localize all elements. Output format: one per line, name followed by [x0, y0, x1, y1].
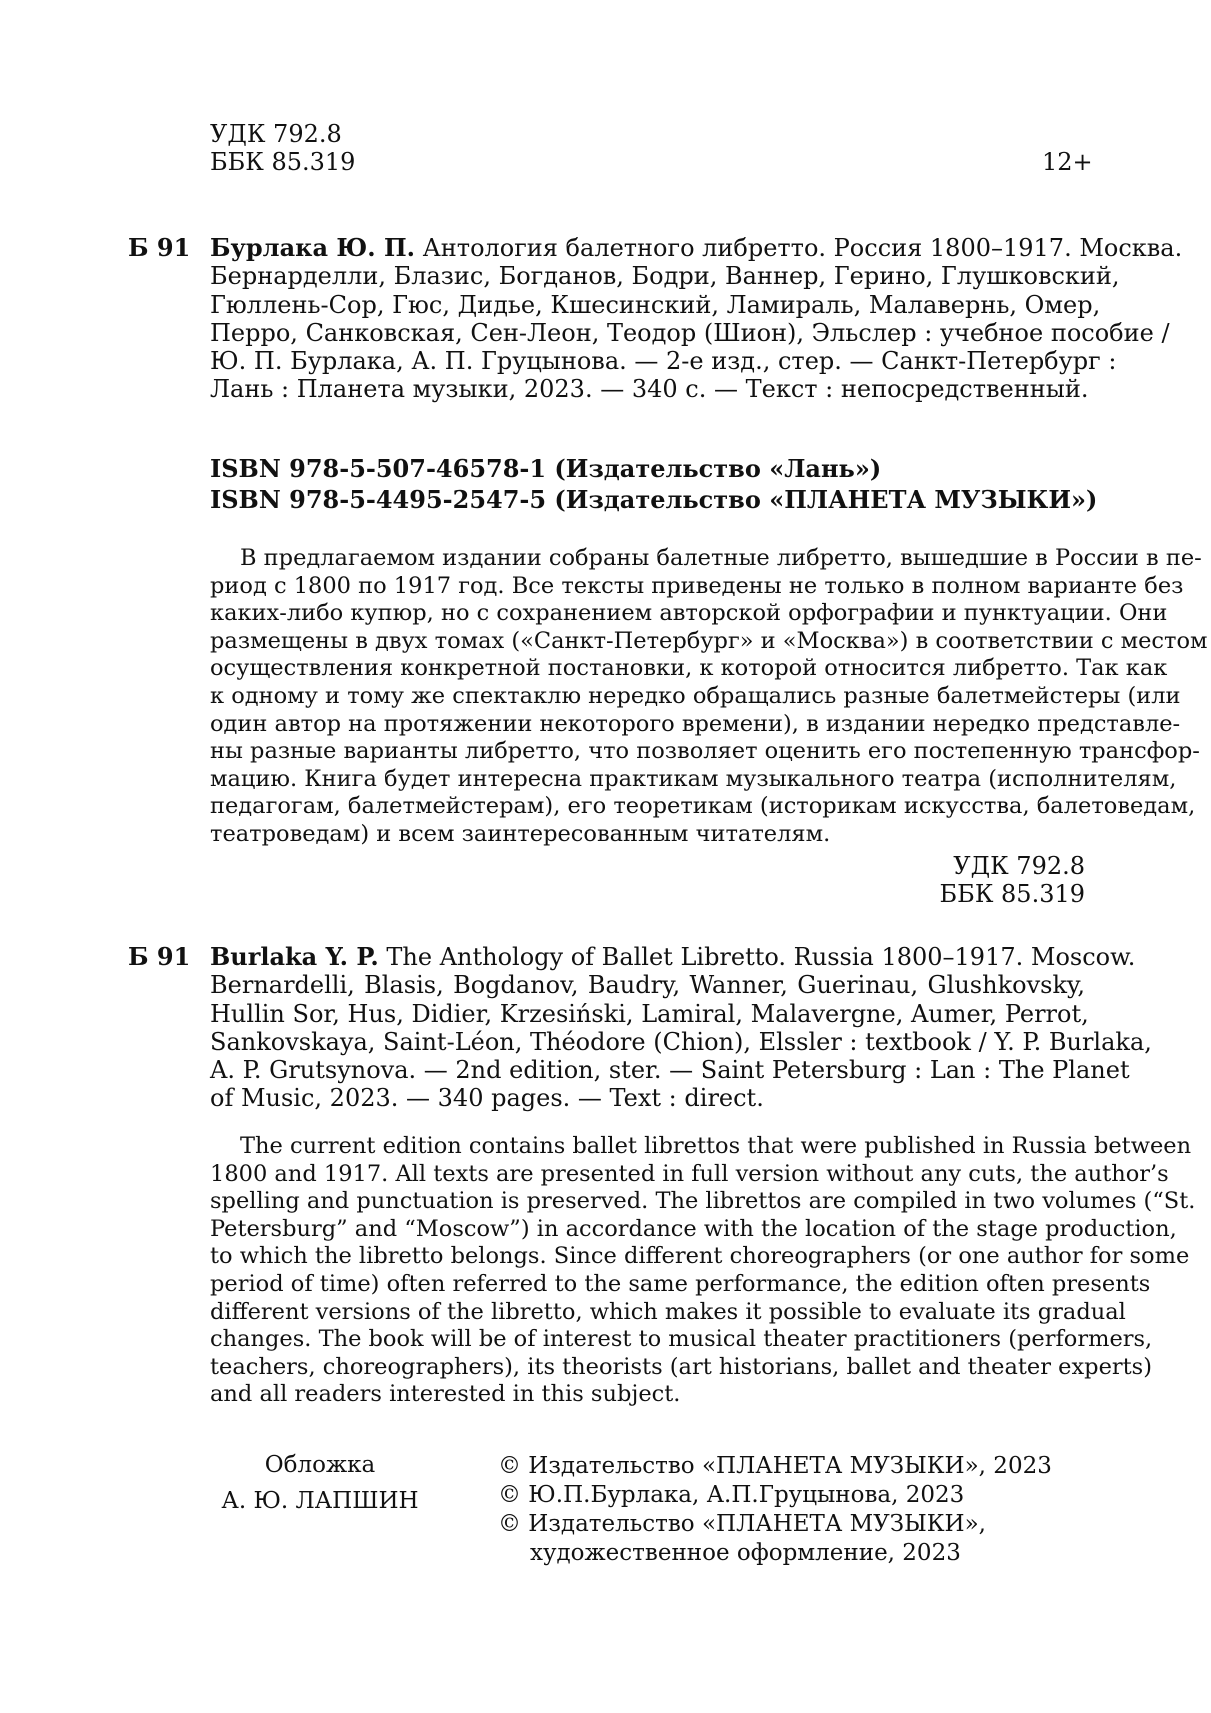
- ru-udk: УДК 792.8: [953, 852, 1085, 880]
- ru-abstract-line: размещены в двух томах («Санкт-Петербург» и «Москва») в соответствии с местом: [210, 627, 1208, 654]
- ru-abstract: [210, 545, 1208, 849]
- en-bib-line: Bernardelli, Blasis, Bogdanov, Baudry, Wanner, Guerinau, Glushkovsky,: [210, 971, 1085, 1000]
- ru-abstract-line: театроведам) и всем заинтересованным читателям.: [210, 820, 831, 847]
- copyright-authors: © Ю.П.Бурлака, А.П.Груцынова, 2023: [498, 1482, 965, 1508]
- ru-abstract-line: осуществления конкретной постановки, к которой относится либретто. Так как: [210, 655, 1168, 682]
- ru-bib-line: Ю. П. Бурлака, А. П. Груцынова. — 2-е изд., стер. — Санкт-Петербург :: [210, 347, 1117, 376]
- ru-abstract-line: ны разные варианты либретто, что позволяет оценить его постепенную трансфор-: [210, 738, 1200, 765]
- ru-bib-line-1: Бурлака Ю. П. Антология балетного либретто. Россия 1800–1917. Москва.: [210, 233, 1183, 262]
- ru-bib-line: Гюллень-Сор, Гюс, Дидье, Кшесинский, Ламираль, Малавернь, Омер,: [210, 290, 1101, 319]
- ru-abstract-line: каких-либо купюр, но с сохранением авторской орфографии и пунктуации. Они: [210, 600, 1168, 627]
- ru-bib-line: Бернарделли, Блазис, Богданов, Бодри, Ваннер, Герино, Глушковский,: [210, 262, 1120, 291]
- ru-bib-line: Перро, Санковская, Сен-Леон, Теодор (Шион), Эльслер : учебное пособие /: [210, 318, 1170, 347]
- isbn-lan: ISBN 978-5-507-46578-1 (Издательство «Лань»): [210, 454, 882, 483]
- en-bib-line: Hullin Sor, Hus, Didier, Krzesiński, Lamiral, Malavergne, Aumer, Perrot,: [210, 999, 1089, 1028]
- ru-classification-code: Б 91: [128, 233, 191, 262]
- en-classification-code: Б 91: [128, 942, 191, 971]
- en-abstract: [210, 1133, 1196, 1409]
- ru-abstract-line: один автор на протяжении некоторого времени), в издании нередко представле-: [210, 710, 1181, 737]
- ru-abstract-line: к одному и тому же спектаклю нередко обращались разные балетмейстеры (или: [210, 682, 1181, 709]
- copyright-design: © Издательство «ПЛАНЕТА МУЗЫКИ»,: [498, 1511, 986, 1537]
- header-bbk: ББК 85.319: [210, 148, 356, 176]
- en-abstract-line: spelling and punctuation is preserved. The librettos are compiled in two volumes (“St.: [210, 1188, 1196, 1215]
- en-author: Burlaka Y. P.: [210, 942, 379, 971]
- cover-label: Обложка: [264, 1452, 376, 1478]
- en-abstract-line: The current edition contains ballet librettos that were published in Russia between: [240, 1133, 1192, 1159]
- en-bib-line: A. P. Grutsynova. — 2nd edition, ster. — Saint Petersburg : Lan : The Planet: [210, 1056, 1130, 1085]
- ru-bbk: ББК 85.319: [939, 880, 1085, 908]
- cover-artist: А. Ю. ЛАПШИН: [221, 1488, 419, 1514]
- en-abstract-line: and all readers interested in this subject.: [210, 1381, 681, 1408]
- ru-abstract-line: В предлагаемом издании собраны балетные либретто, вышедшие в России в пе-: [240, 545, 1202, 571]
- en-abstract-line: changes. The book will be of interest to musical theater practitioners (performers,: [210, 1326, 1153, 1353]
- copyright-design-note: художественное оформление, 2023: [530, 1540, 961, 1566]
- en-abstract-line: teachers, choreographers), its theorists (art historians, ballet and theater experts): [210, 1353, 1153, 1380]
- ru-bib-line: Лань : Планета музыки, 2023. — 340 с. — Текст : непосредственный.: [210, 375, 1089, 404]
- en-abstract-line: to which the libretto belongs. Since different choreographers (or one author for some: [210, 1243, 1190, 1270]
- header-udk: УДК 792.8: [210, 120, 342, 148]
- age-rating: 12+: [1042, 148, 1093, 176]
- copyright-publisher: © Издательство «ПЛАНЕТА МУЗЫКИ», 2023: [498, 1453, 1052, 1479]
- en-bib-line: Sankovskaya, Saint-Léon, Théodore (Chion), Elssler : textbook / Y. P. Burlaka,: [210, 1027, 1152, 1056]
- isbn-planeta-muzyki: ISBN 978-5-4495-2547-5 (Издательство «ПЛАНЕТА МУЗЫКИ»): [210, 485, 1098, 514]
- ru-abstract-line: педагогам, балетмейстерам), его теоретикам (историкам искусства, балетоведам,: [210, 793, 1196, 820]
- ru-abstract-line: риод с 1800 по 1917 год. Все тексты приведены не только в полном варианте без: [210, 572, 1184, 599]
- en-bibliographic-record: [210, 942, 1152, 1113]
- en-abstract-line: period of time) often referred to the same performance, the edition often presents: [210, 1270, 1151, 1297]
- en-bib-line: of Music, 2023. — 340 pages. — Text : direct.: [210, 1084, 764, 1113]
- ru-bibliographic-record: [210, 233, 1183, 404]
- en-abstract-line: Petersburg” and “Moscow”) in accordance with the location of the stage production,: [210, 1215, 1177, 1242]
- en-abstract-line: 1800 and 1917. All texts are presented in full version without any cuts, the author’s: [210, 1160, 1169, 1187]
- en-bib-line-1: Burlaka Y. P. The Anthology of Ballet Libretto. Russia 1800–1917. Moscow.: [210, 942, 1136, 971]
- ru-abstract-line: мацию. Книга будет интересна практикам музыкального театра (исполнителям,: [210, 765, 1177, 792]
- ru-author: Бурлака Ю. П.: [210, 233, 415, 262]
- en-abstract-line: different versions of the libretto, which makes it possible to evaluate its gradual: [210, 1298, 1126, 1325]
